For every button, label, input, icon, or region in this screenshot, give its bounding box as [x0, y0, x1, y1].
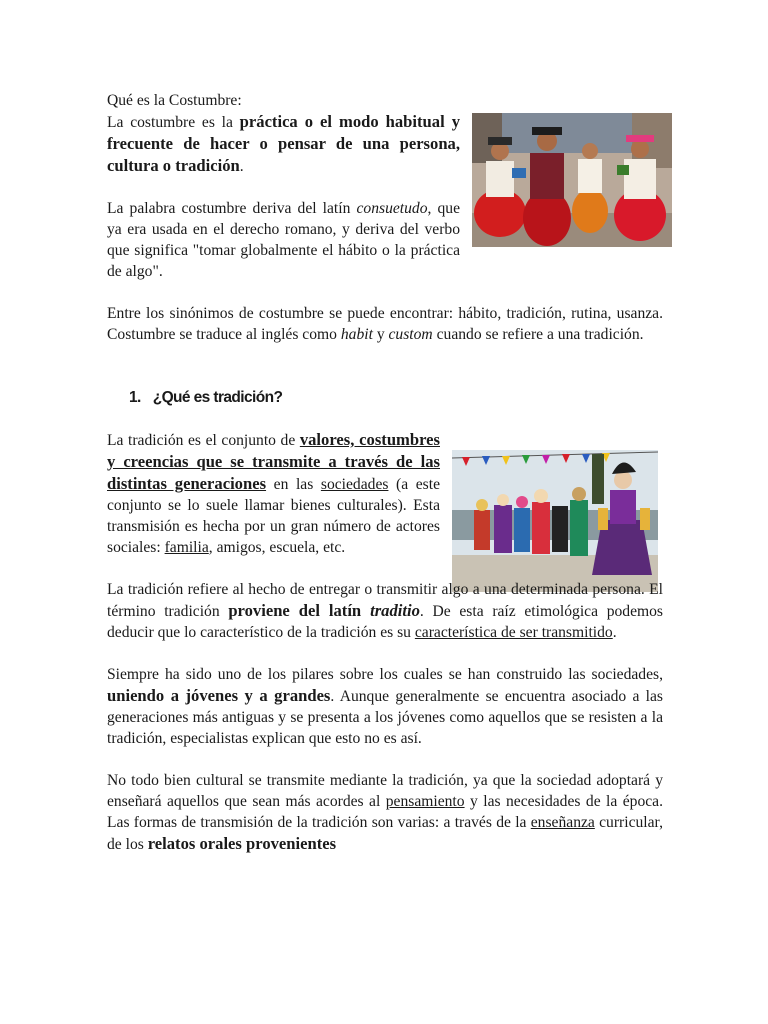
bold-uniendo: uniendo a jóvenes y a grandes: [107, 686, 331, 705]
paragraph-traditio: La tradición refiere al hecho de entregar o transmitir algo a una determinada persona. El término tradición proviene del latín traditio. De esta raíz etimológica podemos deducir que lo característico de la tradición es su característica de ser transmitido.: [107, 581, 663, 641]
heading-tradicion: [129, 387, 663, 408]
bold-valores[interactable]: valores, costumbres y creencias que se transmite a través de las distintas generaciones: [107, 430, 440, 493]
link-familia[interactable]: familia: [164, 539, 209, 556]
italic-custom: custom: [388, 326, 433, 343]
section-title: Qué es la Costumbre:: [107, 92, 242, 109]
italic-habit: habit: [340, 326, 373, 343]
italic-consuetudo: consuetudo: [356, 200, 428, 217]
bold-proviene: proviene del latín: [228, 601, 371, 620]
link-sociedades[interactable]: sociedades: [320, 476, 389, 493]
paragraph-transmision: No todo bien cultural se transmite mediante la tradición, ya que la sociedad adoptará y enseñará aquellos que sean más acordes al pensamiento y las necesidades de la época. Las formas de transmisión de la tradición son varias: a través de la enseñanza curricular, de los relatos orales provenientes: [107, 772, 664, 853]
paragraph-etymology: La palabra costumbre deriva del latín consuetudo, que ya era usada en el derecho romano, y deriva del verbo que significa "tomar globalmente el hábito o la práctica de algo".: [107, 200, 461, 280]
link-ensenanza[interactable]: enseñanza: [530, 814, 595, 831]
bold-definition: práctica o el modo habitual y frecuente de hacer o pensar de una persona, cultura o tradición: [107, 112, 460, 175]
link-pensamiento[interactable]: pensamiento: [385, 793, 465, 810]
heading-text: ¿Qué es tradición?: [152, 389, 283, 406]
link-caracteristica[interactable]: característica de ser transmitido: [414, 624, 613, 641]
bold-relatos: relatos orales provenientes: [147, 834, 337, 853]
document-body: [107, 90, 663, 855]
paragraph-tradicion-definition: La tradición es el conjunto de valores, costumbres y creencias que se transmite a través de las distintas generaciones en las sociedades (a este conjunto se lo suele llamar bienes culturales). Esta transmisión es hecha por un gran número de actores sociales: familia, amigos, escuela, etc.: [107, 430, 440, 556]
heading-number: 1.: [129, 389, 141, 406]
bold-italic-traditio: traditio: [370, 601, 420, 620]
paragraph-costumbre-definition: La costumbre es la práctica o el modo habitual y frecuente de hacer o pensar de una persona, cultura o tradición.: [107, 112, 460, 175]
paragraph-synonyms: Entre los sinónimos de costumbre se puede encontrar: hábito, tradición, rutina, usanza. Costumbre se traduce al inglés como habit y custom cuando se refiere a una tradición.: [107, 305, 663, 343]
paragraph-pilares: Siempre ha sido uno de los pilares sobre los cuales se han construido las sociedades, uniendo a jóvenes y a grandes. Aunque generalmente se encuentra asociado a las generaciones más antiguas y se presenta a los jóvenes como aquellos que se resisten a la tradición, especialistas explican que esto no es así.: [107, 666, 663, 747]
